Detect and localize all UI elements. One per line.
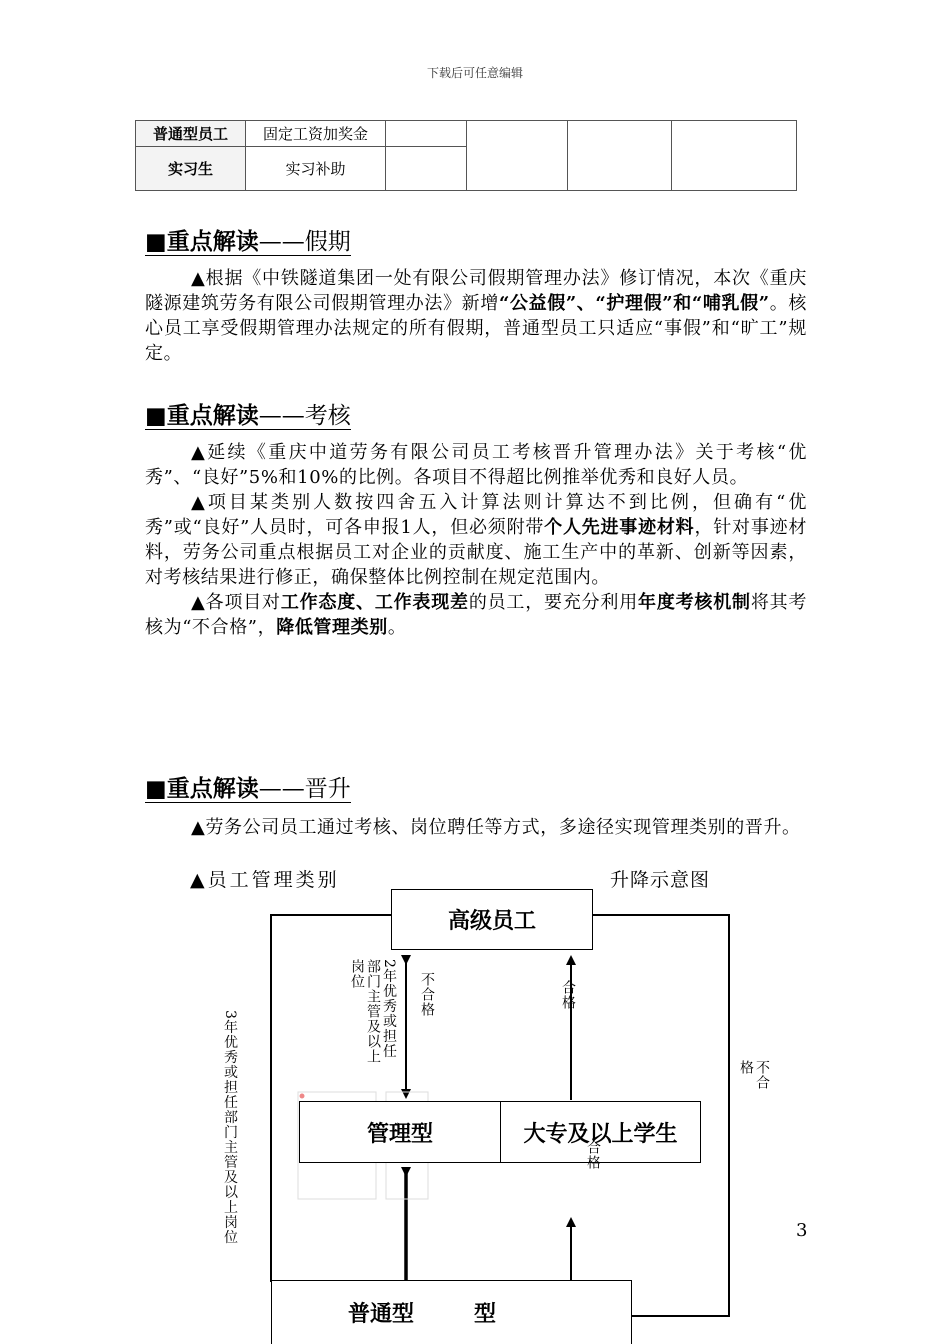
label-three-year-promotion: 3年优秀或担任部门主管及以上岗位 (222, 1010, 238, 1245)
text: 。核心员工享受假期管理办法规定的所有假期，普通型员工只适应“事假”和“旷工”规定。 (145, 293, 807, 364)
box-college-students: 大专及以上学生 (500, 1101, 701, 1163)
table-cell-pay: 固定工资加奖金 (246, 121, 386, 147)
bold-text: 降低管理类别 (276, 617, 388, 638)
diagram-caption-right: 升降示意图 (610, 869, 711, 891)
header-note: 下载后可任意编辑 (426, 66, 523, 80)
title-dash: —— (258, 776, 305, 802)
label-fail-upper: 不合格 (419, 972, 435, 1017)
bold-text: 个人先进事迹材料 (544, 517, 695, 538)
table-cell-type: 实习生 (136, 147, 246, 191)
title-topic: 假期 (304, 229, 351, 255)
text: ▲项目某类别人数按四舍五入计算法则计算达不到比例，但确有“优秀”或“良好”人员时，可各申报1人，但必须附带 (145, 492, 807, 538)
bold-text: 工作态度、工作表现差 (280, 592, 469, 613)
title-prefix: ■重点解读 (145, 228, 259, 255)
box-ordinary (271, 1280, 632, 1344)
title-topic: 晋升 (304, 776, 351, 802)
ordinary-right-label: 型 (474, 1301, 497, 1327)
bold-text: 年度考核机制 (638, 592, 751, 613)
table-cell-type: 普通型员工 (136, 121, 246, 147)
label-two-year-promotion: 2年优秀或担任部门主管及以上岗位 (349, 959, 397, 1064)
text: 将其考核为“不合格”， (145, 592, 808, 638)
label-pass-lower: 合格 (585, 1140, 601, 1170)
title-prefix: ■重点解读 (145, 775, 259, 802)
paragraph: ▲劳务公司员工通过考核、岗位聘任等方式，多途径实现管理类别的晋升。 (191, 817, 801, 838)
label-fail-right: 不合格 (738, 1060, 770, 1090)
title-topic: 考核 (304, 403, 351, 429)
title-dash: —— (258, 403, 305, 429)
box-management: 管理型 (299, 1101, 501, 1163)
text: ▲根据《中铁隧道集团一处有限公司假期管理办法》修订情况，本次《重庆隧源建筑劳务有限公司假期管理办法》新增 (145, 268, 807, 314)
paragraph: ▲延续《重庆中道劳务有限公司员工考核晋升管理办法》关于考核“优秀”、“良好”5%和10%的比例。各项目不得超比例推举优秀和良好人员。 (145, 442, 807, 488)
text: 的员工，要充分利用 (468, 592, 639, 613)
text: ▲各项目对 (191, 592, 281, 613)
table-cell-pay: 实习补助 (246, 147, 386, 191)
title-dash: —— (258, 229, 305, 255)
diagram-caption-left: ▲员工管理类别 (190, 869, 340, 891)
page-number: 3 (796, 1220, 808, 1241)
text: 。 (387, 617, 407, 638)
text: ，针对事迹材料，劳务公司重点根据员工对企业的贡献度、施工生产中的革新、创新等因素，对考核结果进行修正，确保整体比例控制在规定范围内。 (145, 517, 807, 588)
bold-text: “公益假”、“护理假”和“哺乳假” (498, 293, 770, 314)
box-senior-employee: 高级员工 (391, 889, 593, 950)
label-pass-upper: 合格 (560, 980, 576, 1010)
title-prefix: ■重点解读 (145, 402, 259, 429)
ordinary-label: 普通型 (348, 1301, 415, 1327)
